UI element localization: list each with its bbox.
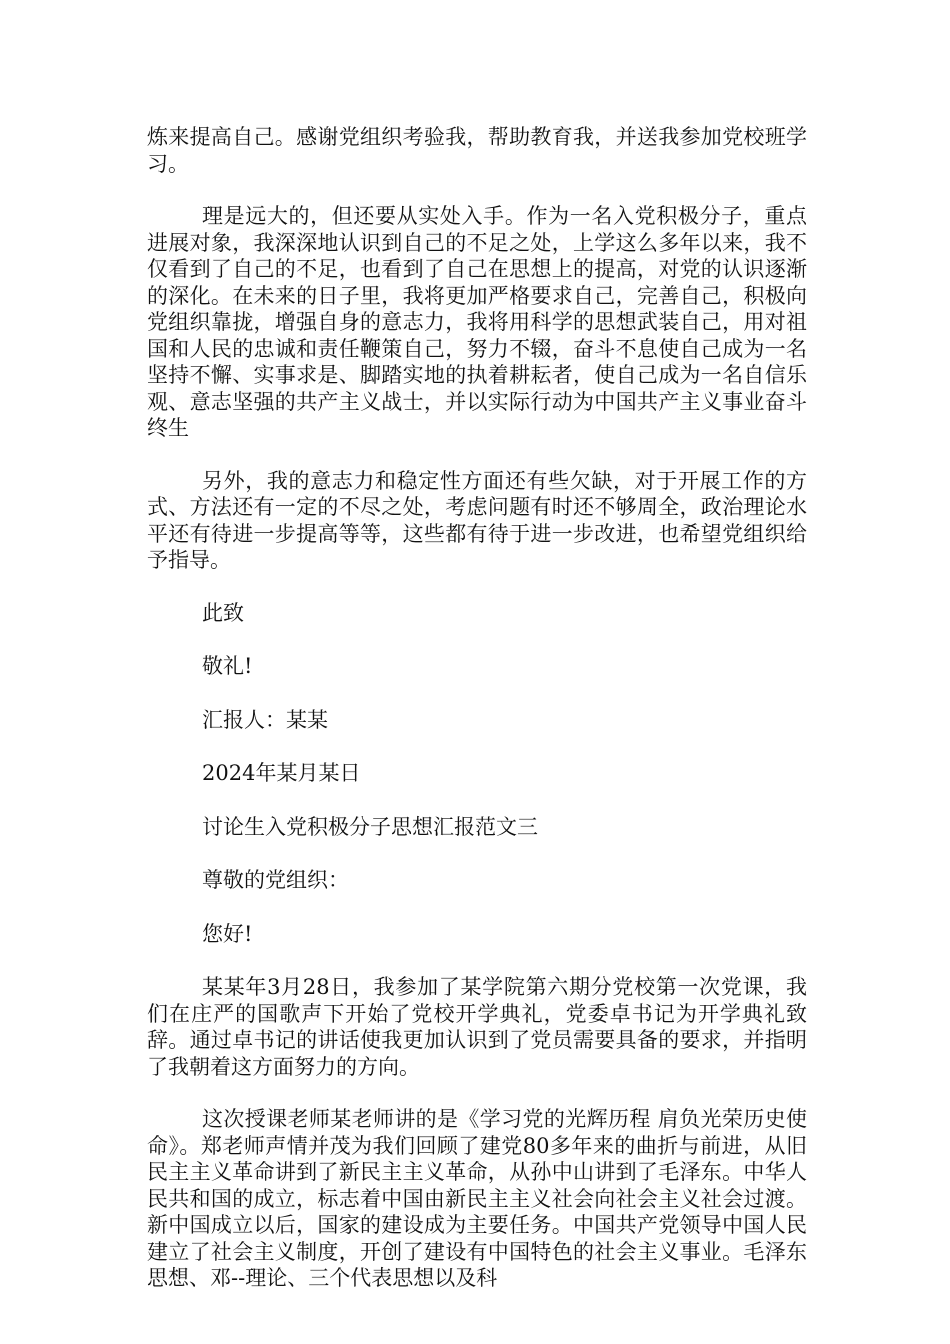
section-heading: 讨论生入党积极分子思想汇报范文三: [202, 814, 538, 839]
closing-line: 此致: [202, 600, 244, 625]
document-body: [147, 124, 807, 1318]
paragraph-shortcomings: 另外，我的意志力和稳定性方面还有些欠缺，对于开展工作的方式、方法还有一定的不尽之处，考虑问题有时还不够周全，政治理论水平还有待进一步提高等等，这些都有待于进一步改进，也希望党组织给予指导。: [147, 468, 807, 572]
paragraph-ideals: 理是远大的，但还要从实处入手。作为一名入党积极分子，重点进展对象，我深深地认识到自己的不足之处，上学这么多年以来，我不仅看到了自己的不足，也看到了自己在思想上的提高，对党的认识逐渐的深化。在未来的日子里，我将更加严格要求自己，完善自己，积极向党组织靠拢，增强自身的意志力，我将用科学的思想武装自己，用对祖国和人民的忠诚和责任鞭策自己，努力不辍，奋斗不息使自己成为一名坚持不懈、实事求是、脚踏实地的执着耕耘者，使自己成为一名自信乐观、意志坚强的共产主义战士，并以实际行动为中国共产主义事业奋斗终生: [147, 204, 807, 440]
paragraph-party-lesson: 某某年3月28日，我参加了某学院第六期分党校第一次党课，我们在庄严的国歌声下开始了党校开学典礼，党委卓书记为开学典礼致辞。通过卓书记的讲话使我更加认识到了党员需要具备的要求，并指明了我朝着这方面努力的方向。: [147, 975, 807, 1079]
date-line: 2024年某月某日: [202, 761, 361, 785]
paragraph-continuation: 炼来提高自己。感谢党组织考验我，帮助教育我，并送我参加党校班学习。: [147, 125, 807, 176]
greeting-line: 尊敬的党组织：: [202, 868, 349, 892]
paragraph-lecture: 这次授课老师某老师讲的是《学习党的光辉历程 肩负光荣历史使命》。郑老师声情并茂为我们回顾了建党80多年来的曲折与前进，从旧民主主义革命讲到了新民主主义革命，从孙中山讲到了毛泽东。中华人民共和国的成立，标志着中国由新民主主义社会向社会主义社会过渡。新中国成立以后，国家的建设成为主要任务。中国共产党领导中国人民建立了社会主义制度，开创了建设有中国特色的社会主义事业。毛泽东思想、邓--理论、三个代表思想以及科: [147, 1107, 807, 1290]
hello-line: 您好!: [202, 921, 253, 946]
reporter-line: 汇报人：某某: [202, 707, 328, 732]
salute-line: 敬礼!: [202, 654, 253, 678]
